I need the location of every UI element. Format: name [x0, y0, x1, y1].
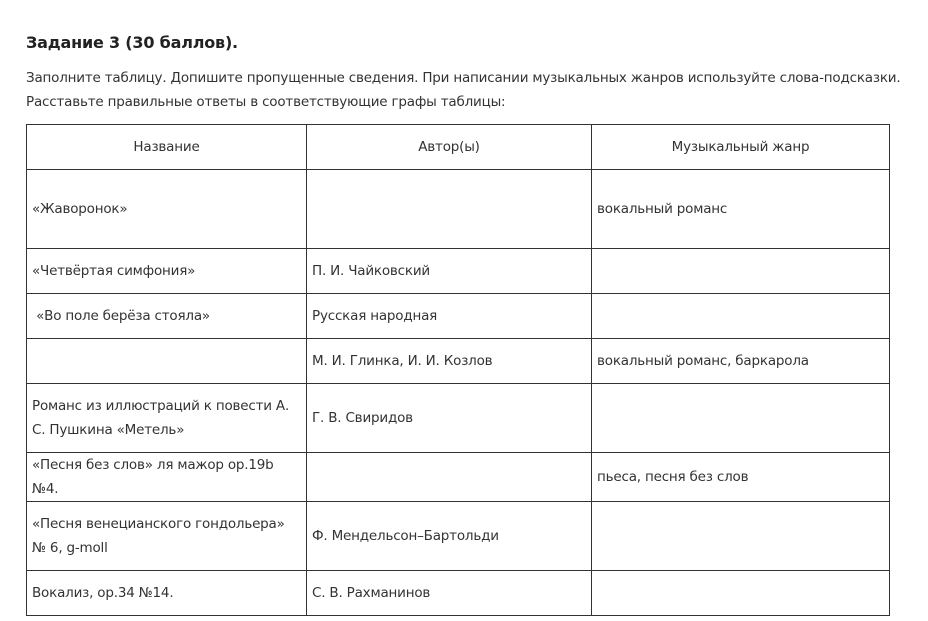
table-row [27, 294, 890, 339]
cell-genre: вокальный романс [592, 170, 890, 249]
task-title: Задание 3 (30 баллов). [26, 33, 238, 52]
cell-author: П. И. Чайковский [307, 249, 592, 294]
cell-title: «Жаворонок» [27, 170, 307, 249]
cell-genre [592, 294, 890, 339]
header-genre: Музыкальный жанр [592, 125, 890, 170]
cell-title: Вокализ, op.34 №14. [27, 571, 307, 616]
cell-author: Ф. Мендельсон–Бартольди [307, 502, 592, 571]
table-row [27, 502, 890, 571]
cell-author [307, 170, 592, 249]
cell-author: Русская народная [307, 294, 592, 339]
cell-title: Романс из иллюстраций к повести А. С. Пушкина «Метель» [27, 384, 307, 453]
table-header-row [27, 125, 890, 170]
header-author: Автор(ы) [307, 125, 592, 170]
cell-title: «Песня венецианского гондольера» № 6, g-moll [27, 502, 307, 571]
cell-title: «Четвёртая симфония» [27, 249, 307, 294]
table-row [27, 339, 890, 384]
cell-genre [592, 571, 890, 616]
cell-author: М. И. Глинка, И. И. Козлов [307, 339, 592, 384]
instruction-line-1: Заполните таблицу. Допишите пропущенные сведения. При написании музыкальных жанров используйте слова-подсказки. [26, 70, 901, 86]
cell-genre: вокальный романс, баркарола [592, 339, 890, 384]
table-row [27, 384, 890, 453]
table-row [27, 170, 890, 249]
cell-genre [592, 384, 890, 453]
cell-author [307, 453, 592, 502]
cell-genre [592, 249, 890, 294]
instruction-line-2: Расставьте правильные ответы в соответствующие графы таблицы: [26, 94, 506, 110]
table-row [27, 453, 890, 502]
header-title: Название [27, 125, 307, 170]
cell-title: «Во поле берёза стояла» [27, 294, 307, 339]
cell-genre [592, 502, 890, 571]
task-instructions [26, 66, 906, 114]
cell-title [27, 339, 307, 384]
table-row [27, 249, 890, 294]
cell-title: «Песня без слов» ля мажор op.19b №4. [27, 453, 307, 502]
cell-author: Г. В. Свиридов [307, 384, 592, 453]
cell-genre: пьеса, песня без слов [592, 453, 890, 502]
cell-author: С. В. Рахманинов [307, 571, 592, 616]
music-table [26, 124, 890, 616]
table-row [27, 571, 890, 616]
